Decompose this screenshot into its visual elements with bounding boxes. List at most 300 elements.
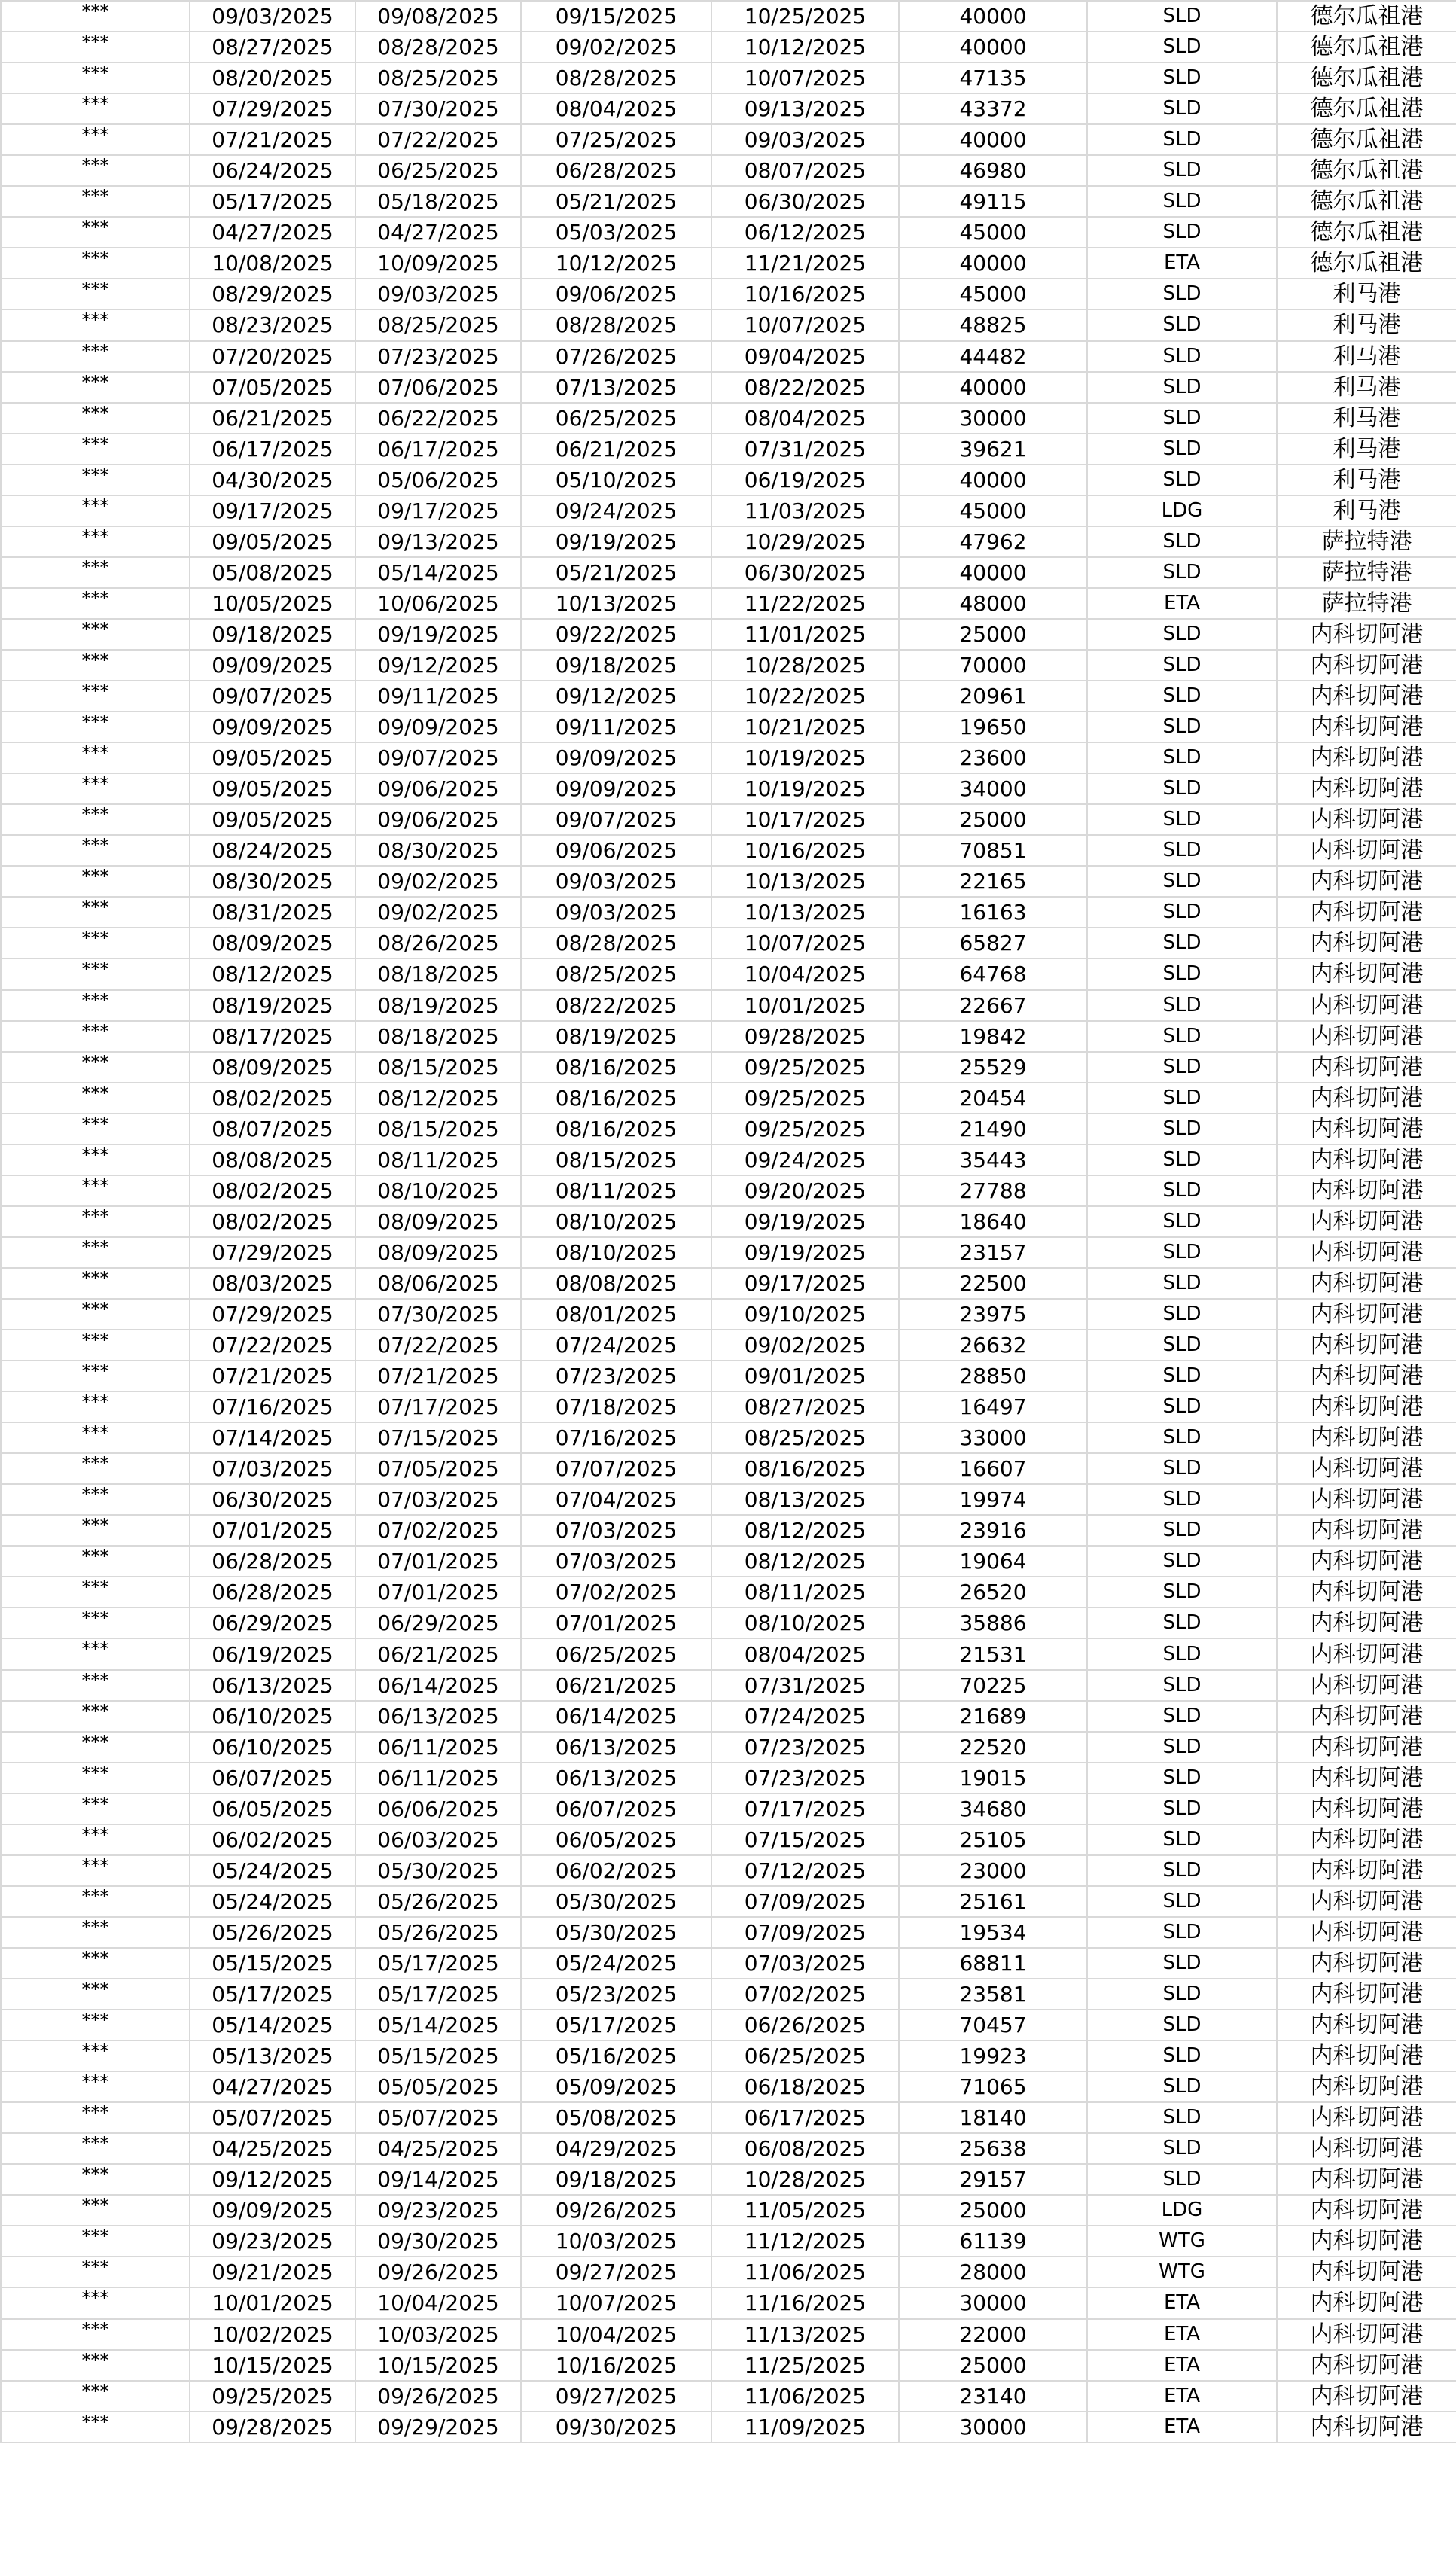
date-3-cell: 09/26/2025 bbox=[521, 2195, 711, 2226]
date-2-cell: 05/15/2025 bbox=[355, 2040, 521, 2071]
date-4-cell: 09/01/2025 bbox=[711, 1361, 899, 1391]
table-row bbox=[1, 403, 1456, 434]
port-cell: 内科切阿港 bbox=[1277, 1886, 1456, 1917]
date-2-cell: 05/14/2025 bbox=[355, 2010, 521, 2040]
date-3-cell: 10/03/2025 bbox=[521, 2226, 711, 2257]
date-4-cell: 10/13/2025 bbox=[711, 866, 899, 897]
quantity-cell: 25638 bbox=[899, 2133, 1087, 2164]
masked-id-cell: *** bbox=[1, 341, 190, 372]
quantity-cell: 35443 bbox=[899, 1144, 1087, 1175]
date-4-cell: 08/13/2025 bbox=[711, 1484, 899, 1515]
quantity-cell: 40000 bbox=[899, 32, 1087, 62]
date-1-cell: 05/13/2025 bbox=[190, 2040, 355, 2071]
date-1-cell: 08/17/2025 bbox=[190, 1021, 355, 1052]
masked-id-cell: *** bbox=[1, 1083, 190, 1114]
status-cell: SLD bbox=[1087, 1546, 1277, 1577]
date-1-cell: 08/02/2025 bbox=[190, 1206, 355, 1237]
date-3-cell: 09/27/2025 bbox=[521, 2381, 711, 2412]
date-4-cell: 11/09/2025 bbox=[711, 2412, 899, 2443]
date-3-cell: 09/12/2025 bbox=[521, 681, 711, 712]
table-body bbox=[1, 1, 1456, 2443]
table-row bbox=[1, 155, 1456, 186]
port-cell: 内科切阿港 bbox=[1277, 928, 1456, 958]
table-row bbox=[1, 866, 1456, 897]
masked-id-cell: *** bbox=[1, 1330, 190, 1361]
status-cell: SLD bbox=[1087, 2040, 1277, 2071]
date-3-cell: 05/10/2025 bbox=[521, 465, 711, 495]
status-cell: SLD bbox=[1087, 32, 1277, 62]
port-cell: 内科切阿港 bbox=[1277, 804, 1456, 835]
date-2-cell: 06/17/2025 bbox=[355, 434, 521, 465]
date-3-cell: 07/03/2025 bbox=[521, 1546, 711, 1577]
quantity-cell: 23157 bbox=[899, 1237, 1087, 1268]
date-2-cell: 09/14/2025 bbox=[355, 2164, 521, 2195]
date-3-cell: 05/21/2025 bbox=[521, 557, 711, 588]
date-2-cell: 08/19/2025 bbox=[355, 990, 521, 1021]
masked-id-cell: *** bbox=[1, 1422, 190, 1453]
masked-id-cell: *** bbox=[1, 124, 190, 155]
date-4-cell: 08/04/2025 bbox=[711, 1638, 899, 1669]
date-4-cell: 08/12/2025 bbox=[711, 1546, 899, 1577]
date-4-cell: 10/17/2025 bbox=[711, 804, 899, 835]
masked-id-cell: *** bbox=[1, 804, 190, 835]
date-4-cell: 06/08/2025 bbox=[711, 2133, 899, 2164]
date-2-cell: 07/21/2025 bbox=[355, 1361, 521, 1391]
date-4-cell: 08/12/2025 bbox=[711, 1515, 899, 1546]
table-row bbox=[1, 1948, 1456, 1979]
port-cell: 内科切阿港 bbox=[1277, 1422, 1456, 1453]
date-3-cell: 09/15/2025 bbox=[521, 1, 711, 32]
masked-id-cell: *** bbox=[1, 1577, 190, 1608]
date-2-cell: 07/05/2025 bbox=[355, 1453, 521, 1484]
date-3-cell: 08/28/2025 bbox=[521, 928, 711, 958]
date-2-cell: 08/09/2025 bbox=[355, 1237, 521, 1268]
date-3-cell: 07/16/2025 bbox=[521, 1422, 711, 1453]
quantity-cell: 40000 bbox=[899, 465, 1087, 495]
date-1-cell: 07/01/2025 bbox=[190, 1515, 355, 1546]
date-1-cell: 08/30/2025 bbox=[190, 866, 355, 897]
quantity-cell: 21490 bbox=[899, 1114, 1087, 1144]
table-row bbox=[1, 1144, 1456, 1175]
masked-id-cell: *** bbox=[1, 1114, 190, 1144]
status-cell: ETA bbox=[1087, 2350, 1277, 2381]
masked-id-cell: *** bbox=[1, 248, 190, 279]
status-cell: SLD bbox=[1087, 928, 1277, 958]
date-1-cell: 05/08/2025 bbox=[190, 557, 355, 588]
port-cell: 内科切阿港 bbox=[1277, 2350, 1456, 2381]
date-4-cell: 06/30/2025 bbox=[711, 186, 899, 217]
quantity-cell: 68811 bbox=[899, 1948, 1087, 1979]
masked-id-cell: *** bbox=[1, 1268, 190, 1299]
date-3-cell: 05/30/2025 bbox=[521, 1886, 711, 1917]
table-row bbox=[1, 2381, 1456, 2412]
masked-id-cell: *** bbox=[1, 773, 190, 804]
table-row bbox=[1, 186, 1456, 217]
date-4-cell: 10/29/2025 bbox=[711, 526, 899, 557]
table-row bbox=[1, 2102, 1456, 2133]
quantity-cell: 48000 bbox=[899, 588, 1087, 619]
port-cell: 内科切阿港 bbox=[1277, 1979, 1456, 2010]
date-2-cell: 08/15/2025 bbox=[355, 1052, 521, 1083]
port-cell: 内科切阿港 bbox=[1277, 1206, 1456, 1237]
date-2-cell: 08/15/2025 bbox=[355, 1114, 521, 1144]
date-3-cell: 09/09/2025 bbox=[521, 742, 711, 773]
status-cell: SLD bbox=[1087, 1701, 1277, 1732]
table-row bbox=[1, 1855, 1456, 1886]
quantity-cell: 16163 bbox=[899, 897, 1087, 928]
quantity-cell: 70225 bbox=[899, 1670, 1087, 1701]
date-3-cell: 08/28/2025 bbox=[521, 62, 711, 93]
table-row bbox=[1, 1608, 1456, 1638]
date-2-cell: 07/22/2025 bbox=[355, 124, 521, 155]
date-2-cell: 09/08/2025 bbox=[355, 1, 521, 32]
date-3-cell: 05/17/2025 bbox=[521, 2010, 711, 2040]
date-1-cell: 09/05/2025 bbox=[190, 742, 355, 773]
quantity-cell: 70000 bbox=[899, 650, 1087, 681]
port-cell: 内科切阿港 bbox=[1277, 1453, 1456, 1484]
date-4-cell: 10/04/2025 bbox=[711, 958, 899, 989]
port-cell: 内科切阿港 bbox=[1277, 2226, 1456, 2257]
quantity-cell: 45000 bbox=[899, 495, 1087, 526]
port-cell: 内科切阿港 bbox=[1277, 2071, 1456, 2102]
date-1-cell: 08/29/2025 bbox=[190, 279, 355, 309]
date-2-cell: 09/12/2025 bbox=[355, 650, 521, 681]
date-2-cell: 08/06/2025 bbox=[355, 1268, 521, 1299]
status-cell: SLD bbox=[1087, 1299, 1277, 1330]
date-2-cell: 07/01/2025 bbox=[355, 1546, 521, 1577]
masked-id-cell: *** bbox=[1, 2226, 190, 2257]
date-4-cell: 06/17/2025 bbox=[711, 2102, 899, 2133]
date-4-cell: 07/17/2025 bbox=[711, 1794, 899, 1824]
status-cell: SLD bbox=[1087, 1670, 1277, 1701]
table-row bbox=[1, 1701, 1456, 1732]
quantity-cell: 22500 bbox=[899, 1268, 1087, 1299]
masked-id-cell: *** bbox=[1, 2195, 190, 2226]
date-2-cell: 05/05/2025 bbox=[355, 2071, 521, 2102]
table-row bbox=[1, 1546, 1456, 1577]
status-cell: SLD bbox=[1087, 1979, 1277, 2010]
masked-id-cell: *** bbox=[1, 1855, 190, 1886]
date-3-cell: 08/16/2025 bbox=[521, 1052, 711, 1083]
status-cell: SLD bbox=[1087, 2164, 1277, 2195]
status-cell: SLD bbox=[1087, 124, 1277, 155]
quantity-cell: 34000 bbox=[899, 773, 1087, 804]
date-1-cell: 09/25/2025 bbox=[190, 2381, 355, 2412]
table-row bbox=[1, 124, 1456, 155]
quantity-cell: 25161 bbox=[899, 1886, 1087, 1917]
date-4-cell: 06/18/2025 bbox=[711, 2071, 899, 2102]
masked-id-cell: *** bbox=[1, 1763, 190, 1794]
table-row bbox=[1, 93, 1456, 124]
masked-id-cell: *** bbox=[1, 2071, 190, 2102]
date-3-cell: 08/16/2025 bbox=[521, 1114, 711, 1144]
date-1-cell: 06/28/2025 bbox=[190, 1546, 355, 1577]
masked-id-cell: *** bbox=[1, 186, 190, 217]
quantity-cell: 19923 bbox=[899, 2040, 1087, 2071]
quantity-cell: 18140 bbox=[899, 2102, 1087, 2133]
quantity-cell: 39621 bbox=[899, 434, 1087, 465]
masked-id-cell: *** bbox=[1, 2010, 190, 2040]
masked-id-cell: *** bbox=[1, 1206, 190, 1237]
date-1-cell: 08/27/2025 bbox=[190, 32, 355, 62]
status-cell: SLD bbox=[1087, 309, 1277, 340]
date-4-cell: 11/13/2025 bbox=[711, 2319, 899, 2350]
date-2-cell: 10/03/2025 bbox=[355, 2319, 521, 2350]
date-1-cell: 05/24/2025 bbox=[190, 1886, 355, 1917]
date-2-cell: 07/03/2025 bbox=[355, 1484, 521, 1515]
port-cell: 萨拉特港 bbox=[1277, 557, 1456, 588]
quantity-cell: 48825 bbox=[899, 309, 1087, 340]
table-row bbox=[1, 1732, 1456, 1763]
date-4-cell: 07/31/2025 bbox=[711, 434, 899, 465]
date-4-cell: 11/16/2025 bbox=[711, 2287, 899, 2318]
date-3-cell: 07/26/2025 bbox=[521, 341, 711, 372]
status-cell: SLD bbox=[1087, 62, 1277, 93]
masked-id-cell: *** bbox=[1, 465, 190, 495]
table-row bbox=[1, 495, 1456, 526]
date-4-cell: 07/02/2025 bbox=[711, 1979, 899, 2010]
table-row bbox=[1, 897, 1456, 928]
date-3-cell: 09/07/2025 bbox=[521, 804, 711, 835]
masked-id-cell: *** bbox=[1, 1824, 190, 1855]
date-1-cell: 08/03/2025 bbox=[190, 1268, 355, 1299]
date-1-cell: 08/09/2025 bbox=[190, 1052, 355, 1083]
date-2-cell: 09/13/2025 bbox=[355, 526, 521, 557]
port-cell: 内科切阿港 bbox=[1277, 835, 1456, 866]
date-4-cell: 10/19/2025 bbox=[711, 773, 899, 804]
table-row bbox=[1, 2287, 1456, 2318]
port-cell: 内科切阿港 bbox=[1277, 1361, 1456, 1391]
date-2-cell: 07/02/2025 bbox=[355, 1515, 521, 1546]
date-1-cell: 08/07/2025 bbox=[190, 1114, 355, 1144]
date-1-cell: 05/24/2025 bbox=[190, 1855, 355, 1886]
status-cell: SLD bbox=[1087, 1577, 1277, 1608]
quantity-cell: 25000 bbox=[899, 2195, 1087, 2226]
status-cell: ETA bbox=[1087, 588, 1277, 619]
quantity-cell: 23975 bbox=[899, 1299, 1087, 1330]
date-3-cell: 10/12/2025 bbox=[521, 248, 711, 279]
status-cell: SLD bbox=[1087, 712, 1277, 742]
date-2-cell: 05/30/2025 bbox=[355, 1855, 521, 1886]
masked-id-cell: *** bbox=[1, 1917, 190, 1948]
date-1-cell: 07/29/2025 bbox=[190, 93, 355, 124]
quantity-cell: 21531 bbox=[899, 1638, 1087, 1669]
date-2-cell: 07/30/2025 bbox=[355, 1299, 521, 1330]
date-3-cell: 06/25/2025 bbox=[521, 403, 711, 434]
status-cell: SLD bbox=[1087, 1391, 1277, 1422]
status-cell: SLD bbox=[1087, 1330, 1277, 1361]
port-cell: 内科切阿港 bbox=[1277, 2010, 1456, 2040]
port-cell: 德尔瓜祖港 bbox=[1277, 217, 1456, 248]
status-cell: SLD bbox=[1087, 1824, 1277, 1855]
date-4-cell: 06/30/2025 bbox=[711, 557, 899, 588]
date-4-cell: 10/01/2025 bbox=[711, 990, 899, 1021]
port-cell: 内科切阿港 bbox=[1277, 866, 1456, 897]
port-cell: 内科切阿港 bbox=[1277, 2257, 1456, 2287]
date-1-cell: 06/05/2025 bbox=[190, 1794, 355, 1824]
masked-id-cell: *** bbox=[1, 1484, 190, 1515]
date-1-cell: 04/27/2025 bbox=[190, 2071, 355, 2102]
date-3-cell: 06/21/2025 bbox=[521, 434, 711, 465]
date-1-cell: 09/12/2025 bbox=[190, 2164, 355, 2195]
masked-id-cell: *** bbox=[1, 1979, 190, 2010]
status-cell: SLD bbox=[1087, 1484, 1277, 1515]
quantity-cell: 16607 bbox=[899, 1453, 1087, 1484]
date-2-cell: 05/07/2025 bbox=[355, 2102, 521, 2133]
date-3-cell: 09/09/2025 bbox=[521, 773, 711, 804]
status-cell: SLD bbox=[1087, 897, 1277, 928]
quantity-cell: 16497 bbox=[899, 1391, 1087, 1422]
quantity-cell: 22667 bbox=[899, 990, 1087, 1021]
table-row bbox=[1, 2350, 1456, 2381]
quantity-cell: 70457 bbox=[899, 2010, 1087, 2040]
status-cell: SLD bbox=[1087, 2071, 1277, 2102]
date-4-cell: 10/07/2025 bbox=[711, 62, 899, 93]
status-cell: SLD bbox=[1087, 2010, 1277, 2040]
port-cell: 利马港 bbox=[1277, 434, 1456, 465]
date-4-cell: 08/04/2025 bbox=[711, 403, 899, 434]
date-1-cell: 07/21/2025 bbox=[190, 124, 355, 155]
date-2-cell: 09/03/2025 bbox=[355, 279, 521, 309]
date-1-cell: 05/17/2025 bbox=[190, 1979, 355, 2010]
date-4-cell: 09/25/2025 bbox=[711, 1052, 899, 1083]
date-4-cell: 10/12/2025 bbox=[711, 32, 899, 62]
date-2-cell: 08/25/2025 bbox=[355, 62, 521, 93]
status-cell: SLD bbox=[1087, 958, 1277, 989]
date-3-cell: 05/03/2025 bbox=[521, 217, 711, 248]
date-2-cell: 05/17/2025 bbox=[355, 1948, 521, 1979]
table-row bbox=[1, 1453, 1456, 1484]
masked-id-cell: *** bbox=[1, 712, 190, 742]
port-cell: 内科切阿港 bbox=[1277, 2133, 1456, 2164]
port-cell: 内科切阿港 bbox=[1277, 2412, 1456, 2443]
date-1-cell: 09/09/2025 bbox=[190, 712, 355, 742]
status-cell: SLD bbox=[1087, 681, 1277, 712]
masked-id-cell: *** bbox=[1, 279, 190, 309]
date-2-cell: 09/02/2025 bbox=[355, 897, 521, 928]
port-cell: 内科切阿港 bbox=[1277, 1052, 1456, 1083]
table-row bbox=[1, 2257, 1456, 2287]
table-row bbox=[1, 835, 1456, 866]
date-3-cell: 10/07/2025 bbox=[521, 2287, 711, 2318]
port-cell: 内科切阿港 bbox=[1277, 990, 1456, 1021]
masked-id-cell: *** bbox=[1, 958, 190, 989]
masked-id-cell: *** bbox=[1, 897, 190, 928]
date-3-cell: 09/06/2025 bbox=[521, 835, 711, 866]
port-cell: 内科切阿港 bbox=[1277, 1855, 1456, 1886]
date-1-cell: 08/20/2025 bbox=[190, 62, 355, 93]
port-cell: 内科切阿港 bbox=[1277, 1330, 1456, 1361]
quantity-cell: 40000 bbox=[899, 1, 1087, 32]
table-row bbox=[1, 1391, 1456, 1422]
date-2-cell: 06/29/2025 bbox=[355, 1608, 521, 1638]
table-row bbox=[1, 2226, 1456, 2257]
date-3-cell: 08/28/2025 bbox=[521, 309, 711, 340]
date-4-cell: 11/03/2025 bbox=[711, 495, 899, 526]
masked-id-cell: *** bbox=[1, 155, 190, 186]
masked-id-cell: *** bbox=[1, 1237, 190, 1268]
date-1-cell: 06/21/2025 bbox=[190, 403, 355, 434]
date-4-cell: 09/19/2025 bbox=[711, 1237, 899, 1268]
date-1-cell: 09/05/2025 bbox=[190, 773, 355, 804]
date-2-cell: 06/22/2025 bbox=[355, 403, 521, 434]
date-2-cell: 08/12/2025 bbox=[355, 1083, 521, 1114]
port-cell: 内科切阿港 bbox=[1277, 1577, 1456, 1608]
port-cell: 内科切阿港 bbox=[1277, 2102, 1456, 2133]
table-row bbox=[1, 1361, 1456, 1391]
date-1-cell: 09/23/2025 bbox=[190, 2226, 355, 2257]
status-cell: SLD bbox=[1087, 93, 1277, 124]
table-row bbox=[1, 1206, 1456, 1237]
date-3-cell: 10/16/2025 bbox=[521, 2350, 711, 2381]
table-row bbox=[1, 526, 1456, 557]
date-4-cell: 08/16/2025 bbox=[711, 1453, 899, 1484]
masked-id-cell: *** bbox=[1, 1, 190, 32]
date-4-cell: 06/19/2025 bbox=[711, 465, 899, 495]
date-3-cell: 07/23/2025 bbox=[521, 1361, 711, 1391]
status-cell: ETA bbox=[1087, 2412, 1277, 2443]
table-row bbox=[1, 804, 1456, 835]
date-1-cell: 06/28/2025 bbox=[190, 1577, 355, 1608]
quantity-cell: 19842 bbox=[899, 1021, 1087, 1052]
port-cell: 利马港 bbox=[1277, 372, 1456, 403]
port-cell: 利马港 bbox=[1277, 341, 1456, 372]
masked-id-cell: *** bbox=[1, 588, 190, 619]
table-row bbox=[1, 928, 1456, 958]
table-row bbox=[1, 465, 1456, 495]
status-cell: SLD bbox=[1087, 186, 1277, 217]
date-1-cell: 04/27/2025 bbox=[190, 217, 355, 248]
date-3-cell: 09/06/2025 bbox=[521, 279, 711, 309]
table-row bbox=[1, 773, 1456, 804]
date-2-cell: 10/15/2025 bbox=[355, 2350, 521, 2381]
date-4-cell: 06/12/2025 bbox=[711, 217, 899, 248]
quantity-cell: 26632 bbox=[899, 1330, 1087, 1361]
masked-id-cell: *** bbox=[1, 2287, 190, 2318]
port-cell: 内科切阿港 bbox=[1277, 958, 1456, 989]
table-row bbox=[1, 1175, 1456, 1206]
date-3-cell: 08/10/2025 bbox=[521, 1206, 711, 1237]
date-4-cell: 10/25/2025 bbox=[711, 1, 899, 32]
date-1-cell: 07/14/2025 bbox=[190, 1422, 355, 1453]
status-cell: SLD bbox=[1087, 804, 1277, 835]
date-1-cell: 08/23/2025 bbox=[190, 309, 355, 340]
port-cell: 内科切阿港 bbox=[1277, 1484, 1456, 1515]
port-cell: 内科切阿港 bbox=[1277, 1114, 1456, 1144]
date-1-cell: 07/16/2025 bbox=[190, 1391, 355, 1422]
date-1-cell: 05/07/2025 bbox=[190, 2102, 355, 2133]
date-4-cell: 11/25/2025 bbox=[711, 2350, 899, 2381]
date-2-cell: 07/22/2025 bbox=[355, 1330, 521, 1361]
date-4-cell: 09/10/2025 bbox=[711, 1299, 899, 1330]
date-3-cell: 09/11/2025 bbox=[521, 712, 711, 742]
date-1-cell: 09/03/2025 bbox=[190, 1, 355, 32]
date-4-cell: 11/06/2025 bbox=[711, 2257, 899, 2287]
quantity-cell: 34680 bbox=[899, 1794, 1087, 1824]
date-3-cell: 09/02/2025 bbox=[521, 32, 711, 62]
date-2-cell: 05/06/2025 bbox=[355, 465, 521, 495]
date-4-cell: 10/19/2025 bbox=[711, 742, 899, 773]
date-4-cell: 09/25/2025 bbox=[711, 1114, 899, 1144]
status-cell: WTG bbox=[1087, 2226, 1277, 2257]
quantity-cell: 23000 bbox=[899, 1855, 1087, 1886]
date-2-cell: 05/26/2025 bbox=[355, 1886, 521, 1917]
quantity-cell: 21689 bbox=[899, 1701, 1087, 1732]
masked-id-cell: *** bbox=[1, 1021, 190, 1052]
date-4-cell: 07/09/2025 bbox=[711, 1917, 899, 1948]
quantity-cell: 70851 bbox=[899, 835, 1087, 866]
date-3-cell: 09/30/2025 bbox=[521, 2412, 711, 2443]
